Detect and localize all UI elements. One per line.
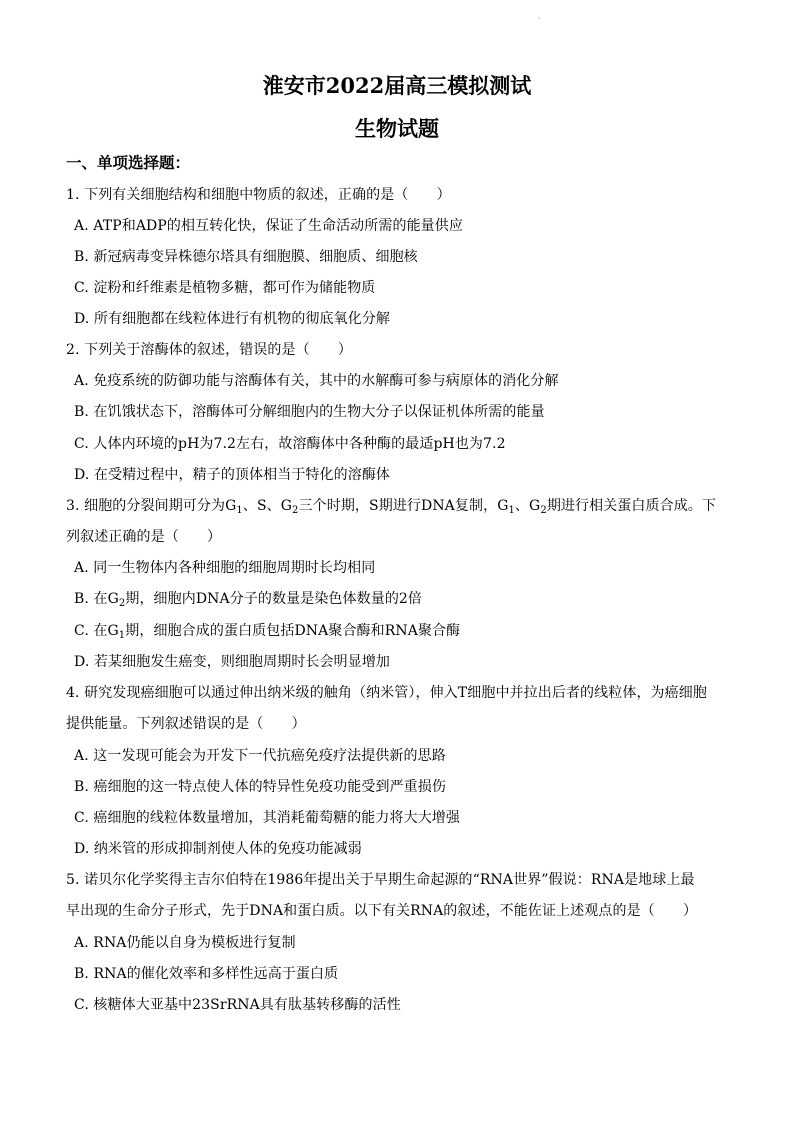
question-3-option-b: B. 在$G_2$期，细胞内DNA分子的数量是染色体数量的2倍 [74,591,423,609]
question-3-stem: 3. 细胞的分裂间期可分为$G_1$、S、$G_2$三个时期，S期进行DNA复制，$G_1$、$G_2$期进行相关蛋白质合成。下 [66,498,717,516]
question-1-option-b: B. 新冠病毒变异株德尔塔具有细胞膜、细胞质、细胞核 [74,249,418,265]
question-3-option-c: C. 在$G_1$期，细胞合成的蛋白质包括DNA聚合酶和RNA聚合酶 [74,623,461,641]
question-5-option-a: A. RNA仍能以自身为模板进行复制 [74,935,296,951]
section-heading: 一、单项选择题： [66,153,191,172]
question-5-option-b: B. RNA的催化效率和多样性远高于蛋白质 [74,966,339,982]
question-5-stem: 5. 诺贝尔化学奖得主吉尔伯特在1986年提出关于早期生命起源的“RNA世界”假说：RNA是地球上最 [66,872,695,888]
question-1-option-a: A. ATP和ADP的相互转化快，保证了生命活动所需的能量供应 [74,218,463,234]
question-2-option-b: B. 在饥饿状态下，溶酶体可分解细胞内的生物大分子以保证机体所需的能量 [74,404,545,420]
question-4-option-d: D. 纳米管的形成抑制剂使人体的免疫功能减弱 [74,841,362,857]
question-4-stem: 4. 研究发现癌细胞可以通过伸出纳米级的触角（纳米管），伸入T细胞中并拉出后者的线粒体，为癌细胞 [66,685,707,701]
question-1-stem: 1. 下列有关细胞结构和细胞中物质的叙述，正确的是（ ） [66,187,451,203]
question-2-option-d: D. 在受精过程中，精子的顶体相当于特化的溶酶体 [74,467,391,483]
question-5-stem-continued: 早出现的生命分子形式，先于DNA和蛋白质。以下有关RNA的叙述，不能佐证上述观点的是（ ） [66,903,698,919]
question-2-option-a: A. 免疫系统的防御功能与溶酶体有关，其中的水解酶可参与病原体的消化分解 [74,373,559,389]
question-4-stem-continued: 提供能量。下列叙述错误的是（ ） [66,716,306,732]
question-3-stem-continued: 列叙述正确的是（ ） [66,529,222,545]
corner-mark: · [538,14,541,23]
question-4-option-a: A. 这一发现可能会为开发下一代抗癌免疫疗法提供新的思路 [74,748,446,764]
question-3-option-d: D. 若某细胞发生癌变，则细胞周期时长会明显增加 [74,654,391,670]
question-4-option-b: B. 癌细胞的这一特点使人体的特异性免疫功能受到严重损伤 [74,779,446,795]
question-2-option-c: C. 人体内环境的pH为7.2左右，故溶酶体中各种酶的最适pH也为7.2 [74,436,506,452]
question-3-option-a: A. 同一生物体内各种细胞的细胞周期时长均相同 [74,560,376,576]
document-title: 淮安市2022届高三模拟测试 [262,73,532,98]
question-4-option-c: C. 癌细胞的线粒体数量增加，其消耗葡萄糖的能力将大大增强 [74,810,461,826]
question-5-option-c: C. 核糖体大亚基中23SrRNA具有肽基转移酶的活性 [74,997,401,1013]
document-subtitle: 生物试题 [355,116,439,141]
question-1-option-d: D. 所有细胞都在线粒体进行有机物的彻底氧化分解 [74,311,391,327]
question-1-option-c: C. 淀粉和纤维素是植物多糖，都可作为储能物质 [74,280,376,296]
question-2-stem: 2. 下列关于溶酶体的叙述，错误的是（ ） [66,342,353,358]
